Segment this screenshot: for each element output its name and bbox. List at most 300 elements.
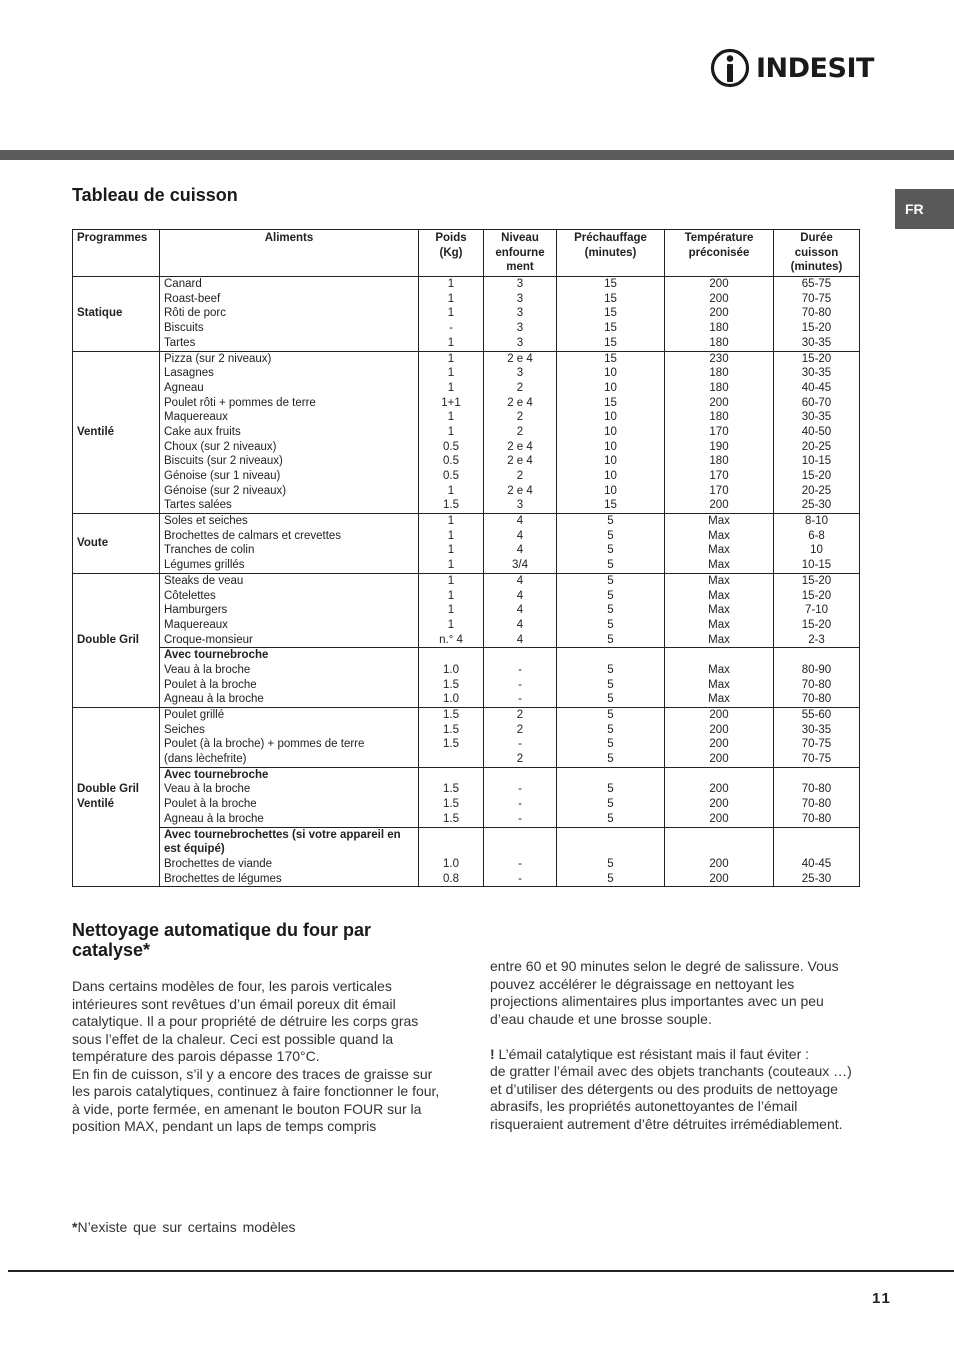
aliments-cell xyxy=(160,708,419,768)
temperature-cell xyxy=(665,351,774,514)
niveau-cell xyxy=(484,827,557,887)
indesit-logo-icon xyxy=(710,48,750,88)
cell-line: 30-35 xyxy=(801,411,832,424)
cell-line: Brochettes de calmars et crevettes xyxy=(164,529,342,542)
cell-line: 10 xyxy=(810,544,823,557)
cell-line: Poulet grillé xyxy=(164,709,225,722)
cell-line: - xyxy=(449,322,453,335)
brand-logo xyxy=(710,46,874,90)
cell-line: 1 xyxy=(447,618,455,631)
duree-cell xyxy=(774,648,860,708)
cell-line: 3/4 xyxy=(512,559,528,572)
temperature-cell xyxy=(665,708,774,768)
cleaning-paragraph: Dans certains modèles de four, les parois verticales intérieures sont revêtues d’un émail poreux dit émail catalytique. Il a pour propriété de détruire les corps gras sous l’effet de la chaleur. Ceci est possible quand la température des parois dépasse 170°C. xyxy=(72,978,419,1064)
cell-line: 1 xyxy=(447,604,455,617)
warning-icon: ! xyxy=(490,1045,495,1062)
cell-line: 10 xyxy=(604,425,617,438)
cell-line: 15 xyxy=(604,352,617,365)
cell-line: 20-25 xyxy=(801,440,832,453)
cleaning-title-line1: Nettoyage automatique du four par xyxy=(72,920,372,940)
cell-line: Max xyxy=(708,678,730,691)
cell-line: 5 xyxy=(607,589,614,602)
duree-cell xyxy=(774,573,860,647)
subgroup-heading: Avec tournebroche xyxy=(164,768,269,781)
cell-line: Génoise (sur 1 niveau) xyxy=(164,470,281,483)
cell-line: Soles et seiches xyxy=(164,515,248,528)
cell-line: - xyxy=(518,783,522,796)
cell-line: 15 xyxy=(604,292,617,305)
cell-line: 2 e 4 xyxy=(507,440,533,453)
cell-line: 1.5 xyxy=(443,723,459,736)
cell-line: 230 xyxy=(709,352,729,365)
cell-line: 1.5 xyxy=(443,709,459,722)
cell-line: - xyxy=(518,663,522,676)
cell-line: 200 xyxy=(709,783,729,796)
cell-line: Biscuits xyxy=(164,322,204,335)
table-title: Tableau de cuisson xyxy=(72,185,238,205)
cell-line: Côtelettes xyxy=(164,589,216,602)
cell-line: Veau à la broche xyxy=(164,783,251,796)
column-header: Niveau enfourne ment xyxy=(484,230,557,277)
cell-line: 4 xyxy=(516,618,524,631)
cell-line: 200 xyxy=(709,812,729,825)
cell-line xyxy=(423,752,479,767)
cell-line: 2 e 4 xyxy=(507,455,533,468)
cell-line: 15-20 xyxy=(801,618,832,631)
cell-line: 15-20 xyxy=(801,589,832,602)
cell-line: 15 xyxy=(604,336,617,349)
subgroup-heading: Avec tournebroche xyxy=(164,649,269,662)
cell-line: 70-75 xyxy=(801,738,832,751)
cell-line: 10 xyxy=(604,484,617,497)
table-row xyxy=(73,767,860,827)
cell-line: Maquereaux xyxy=(164,618,228,631)
cell-line: n.° 4 xyxy=(439,633,463,646)
cell-line: 5 xyxy=(607,544,614,557)
cell-line: 1 xyxy=(447,367,455,380)
column-header: Aliments xyxy=(160,230,419,277)
poids-cell xyxy=(419,351,484,514)
cell-line: 6-8 xyxy=(808,529,825,542)
aliments-cell xyxy=(160,827,419,887)
cell-line: Max xyxy=(708,559,730,572)
cell-line: 70-80 xyxy=(801,678,832,691)
cell-line: Légumes grillés xyxy=(164,559,245,572)
cell-line: 55-60 xyxy=(801,709,832,722)
cell-line: 1 xyxy=(447,574,455,587)
cell-line: 0.8 xyxy=(443,872,459,885)
cell-line: 1 xyxy=(447,529,455,542)
poids-cell xyxy=(419,648,484,708)
cell-line: 2 xyxy=(516,381,524,394)
cell-line: 1.5 xyxy=(443,499,459,512)
cell-line: 2 e 4 xyxy=(507,484,533,497)
cell-line: 200 xyxy=(709,857,729,870)
prechauffage-cell xyxy=(557,573,665,647)
niveau-cell xyxy=(484,573,557,647)
cell-line: Canard xyxy=(164,278,202,291)
cell-line: 15 xyxy=(604,278,617,291)
cell-line: 1.0 xyxy=(443,663,459,676)
cell-line: 4 xyxy=(516,604,524,617)
table-row xyxy=(73,277,860,351)
cell-line: 70-80 xyxy=(801,307,832,320)
warning-paragraph: ! L’émail catalytique est résistant mais il faut éviter : xyxy=(490,1045,810,1062)
cell-line: 1 xyxy=(447,307,455,320)
cell-line: 2 e 4 xyxy=(507,352,533,365)
duree-cell xyxy=(774,351,860,514)
cell-line: 5 xyxy=(607,783,614,796)
cell-line: 1 xyxy=(447,544,455,557)
page-number: 11 xyxy=(872,1290,892,1307)
programme-cell: Double Gril Ventilé xyxy=(73,708,160,887)
cell-line: 0.5 xyxy=(443,455,459,468)
cell-line: 200 xyxy=(709,709,729,722)
aliments-cell xyxy=(160,648,419,708)
cell-line: Agneau à la broche xyxy=(164,812,264,825)
cell-line: Poulet à la broche xyxy=(164,798,257,811)
cell-line: 170 xyxy=(709,484,729,497)
cell-line: Agneau à la broche xyxy=(164,693,264,706)
table-row xyxy=(73,648,860,708)
poids-cell xyxy=(419,767,484,827)
cell-line: 1.5 xyxy=(443,798,459,811)
poids-cell xyxy=(419,708,484,768)
cell-line: 1.5 xyxy=(443,678,459,691)
cell-line: 25-30 xyxy=(801,499,832,512)
duree-cell xyxy=(774,767,860,827)
cell-line: 2 xyxy=(516,709,524,722)
cell-line: Hamburgers xyxy=(164,604,228,617)
cell-line: 3 xyxy=(516,336,524,349)
cell-line: - xyxy=(518,738,522,751)
poids-cell xyxy=(419,514,484,574)
programme-cell: Statique xyxy=(73,277,160,351)
cell-line: - xyxy=(518,872,522,885)
cooking-table xyxy=(72,229,860,887)
cell-line: 15-20 xyxy=(801,470,832,483)
cell-line: 10 xyxy=(604,367,617,380)
cleaning-title xyxy=(72,920,371,960)
cell-line: 1 xyxy=(447,352,455,365)
niveau-cell xyxy=(484,277,557,351)
cell-line: Roast-beef xyxy=(164,292,221,305)
prechauffage-cell xyxy=(557,277,665,351)
cell-line: 3 xyxy=(516,499,524,512)
cell-line: Agneau xyxy=(164,381,204,394)
cell-line: 200 xyxy=(709,798,729,811)
cell-line: 5 xyxy=(607,738,614,751)
cell-line: 180 xyxy=(709,367,729,380)
cell-line: 1 xyxy=(447,336,455,349)
cell-line: 70-75 xyxy=(801,753,832,766)
cell-line: 200 xyxy=(709,753,729,766)
cell-line: 3 xyxy=(516,367,524,380)
cleaning-right-column xyxy=(490,958,856,1133)
cleaning-title-line2: catalyse* xyxy=(72,940,151,960)
table-row xyxy=(73,514,860,574)
cell-line: 10 xyxy=(604,381,617,394)
cell-line: 70-75 xyxy=(801,292,832,305)
cell-line: Max xyxy=(708,515,730,528)
cell-line: 4 xyxy=(516,515,524,528)
prechauffage-cell xyxy=(557,827,665,887)
poids-cell xyxy=(419,573,484,647)
cell-line: 200 xyxy=(709,307,729,320)
language-tab: FR xyxy=(895,189,954,229)
cell-line: Max xyxy=(708,574,730,587)
cell-line: Poulet rôti + pommes de terre xyxy=(164,396,316,409)
cell-line: - xyxy=(518,693,522,706)
cell-line: Brochettes de viande xyxy=(164,857,273,870)
cell-line: - xyxy=(518,812,522,825)
temperature-cell xyxy=(665,648,774,708)
programme-cell: Ventilé xyxy=(73,351,160,514)
cell-line: 5 xyxy=(607,618,614,631)
cell-line: 180 xyxy=(709,381,729,394)
cell-line: 1 xyxy=(447,425,455,438)
cell-line: Max xyxy=(708,604,730,617)
cell-line: 5 xyxy=(607,812,614,825)
cell-line: Rôti de porc xyxy=(164,307,227,320)
cell-line: Croque-monsieur xyxy=(164,633,253,646)
aliments-cell xyxy=(160,351,419,514)
cell-line: 170 xyxy=(709,425,729,438)
cell-line: 40-45 xyxy=(801,381,832,394)
cell-line: 4 xyxy=(516,529,524,542)
cleaning-left-column xyxy=(72,978,450,1136)
cell-line: 180 xyxy=(709,336,729,349)
cell-line: 70-80 xyxy=(801,783,832,796)
cell-line: Cake aux fruits xyxy=(164,425,241,438)
cell-line: 5 xyxy=(607,604,614,617)
cell-line: 15-20 xyxy=(801,352,832,365)
cell-line: 10 xyxy=(604,440,617,453)
programme-cell: Double Gril xyxy=(73,573,160,707)
cell-line: 15 xyxy=(604,499,617,512)
cell-line: 1 xyxy=(447,589,455,602)
cell-line: 200 xyxy=(709,738,729,751)
cell-line: 200 xyxy=(709,872,729,885)
cell-line: 30-35 xyxy=(801,336,832,349)
cell-line: 70-80 xyxy=(801,693,832,706)
cell-line: 2 xyxy=(516,411,524,424)
cell-line: 1 xyxy=(447,484,455,497)
subgroup-heading: Avec tournebrochettes (si votre appareil en est équipé) xyxy=(164,828,401,856)
cell-line: 1.5 xyxy=(443,738,459,751)
cell-line: Seiches xyxy=(164,723,205,736)
cell-line: 15-20 xyxy=(801,574,832,587)
duree-cell xyxy=(774,514,860,574)
cell-line: 15-20 xyxy=(801,322,832,335)
cell-line: 3 xyxy=(516,278,524,291)
cell-line: 7-10 xyxy=(804,604,829,617)
cell-line: 190 xyxy=(709,440,729,453)
cell-line: 0.5 xyxy=(443,470,459,483)
aliments-cell xyxy=(160,277,419,351)
cell-line: Tartes salées xyxy=(164,499,232,512)
aliments-cell xyxy=(160,767,419,827)
cell-line: Lasagnes xyxy=(164,367,214,380)
cell-line: 180 xyxy=(709,411,729,424)
table-header-row xyxy=(73,230,860,277)
cell-line: Maquereaux xyxy=(164,411,228,424)
cell-line: Poulet à la broche xyxy=(164,678,257,691)
column-header: Température préconisée xyxy=(665,230,774,277)
warning-item: de gratter l’émail avec des objets tranchants (couteaux …) xyxy=(490,1063,852,1079)
column-header: Préchauffage (minutes) xyxy=(557,230,665,277)
cell-line: 1.5 xyxy=(443,812,459,825)
cell-line: 5 xyxy=(607,798,614,811)
cell-line: 200 xyxy=(709,723,729,736)
table-row xyxy=(73,708,860,768)
cell-line: Pizza (sur 2 niveaux) xyxy=(164,352,272,365)
column-header: Durée cuisson (minutes) xyxy=(774,230,860,277)
prechauffage-cell xyxy=(557,514,665,574)
cell-line: Max xyxy=(708,544,730,557)
cell-line: 1.0 xyxy=(443,693,459,706)
cell-line: 5 xyxy=(607,753,614,766)
footnote: *N’existe que sur certains modèles xyxy=(72,1219,296,1235)
cell-line: 4 xyxy=(516,633,524,646)
cell-line: 30-35 xyxy=(801,367,832,380)
cell-line: 25-30 xyxy=(801,872,832,885)
temperature-cell xyxy=(665,827,774,887)
cell-line: 170 xyxy=(709,470,729,483)
cell-line: 5 xyxy=(607,559,614,572)
cell-line: 200 xyxy=(709,499,729,512)
cell-line: Poulet (à la broche) + pommes de terre xyxy=(164,738,365,751)
cell-line: 200 xyxy=(709,396,729,409)
table-row xyxy=(73,573,860,647)
cell-line: 5 xyxy=(607,709,614,722)
cell-line: 2 xyxy=(516,425,524,438)
cell-line: 70-80 xyxy=(801,812,832,825)
temperature-cell xyxy=(665,277,774,351)
table-row xyxy=(73,351,860,514)
cell-line: 1 xyxy=(447,559,455,572)
cell-line: 200 xyxy=(709,278,729,291)
cell-line: 1 xyxy=(447,515,455,528)
cell-line: Génoise (sur 2 niveaux) xyxy=(164,484,287,497)
cell-line: 40-50 xyxy=(801,425,832,438)
cell-line: - xyxy=(518,798,522,811)
brand-name: INDESIT xyxy=(756,52,874,84)
cell-line: 5 xyxy=(607,693,614,706)
prechauffage-cell xyxy=(557,351,665,514)
cell-line: 80-90 xyxy=(801,663,832,676)
column-header: Poids (Kg) xyxy=(419,230,484,277)
cell-line: 60-70 xyxy=(801,396,832,409)
poids-cell xyxy=(419,277,484,351)
cell-line: Max xyxy=(708,633,730,646)
cell-line: 15 xyxy=(604,307,617,320)
niveau-cell xyxy=(484,351,557,514)
cell-line: 1+1 xyxy=(441,396,461,409)
temperature-cell xyxy=(665,573,774,647)
cell-line: 5 xyxy=(607,633,614,646)
poids-cell xyxy=(419,827,484,887)
cell-line: 40-45 xyxy=(801,857,832,870)
warning-item: et d’utiliser des détergents ou des produits de nettoyage abrasifs, les propriétés autonettoyantes de l’émail risqueraient autrement d’être détruites irrémédiablement. xyxy=(490,1080,843,1132)
programme-cell: Voute xyxy=(73,514,160,574)
header-band xyxy=(0,150,954,160)
cell-line: 2 xyxy=(516,723,524,736)
cell-line: 2 e 4 xyxy=(507,396,533,409)
cell-line: 30-35 xyxy=(801,723,832,736)
cell-line: Brochettes de légumes xyxy=(164,872,282,885)
temperature-cell xyxy=(665,514,774,574)
cell-line: Steaks de veau xyxy=(164,574,244,587)
cell-line: 180 xyxy=(709,322,729,335)
cell-line: 10-15 xyxy=(801,559,832,572)
cell-line: 3 xyxy=(516,292,524,305)
cell-line: 2-3 xyxy=(808,633,825,646)
cell-line: Max xyxy=(708,589,730,602)
cell-line: 10-15 xyxy=(801,455,832,468)
prechauffage-cell xyxy=(557,648,665,708)
cell-line: 5 xyxy=(607,663,614,676)
cell-line: 1 xyxy=(447,292,455,305)
cell-line: 1.0 xyxy=(443,857,459,870)
cell-line: 10 xyxy=(604,411,617,424)
cell-line: Tranches de colin xyxy=(164,544,255,557)
cell-line: 1.5 xyxy=(443,783,459,796)
niveau-cell xyxy=(484,648,557,708)
column-header: Programmes xyxy=(73,230,160,277)
cell-line: 5 xyxy=(607,515,614,528)
niveau-cell xyxy=(484,767,557,827)
cell-line: 5 xyxy=(607,857,614,870)
niveau-cell xyxy=(484,708,557,768)
cell-line: 1 xyxy=(447,381,455,394)
temperature-cell xyxy=(665,767,774,827)
cell-line: 5 xyxy=(607,723,614,736)
duree-cell xyxy=(774,827,860,887)
cell-line: 4 xyxy=(516,574,524,587)
cell-line: 0.5 xyxy=(443,440,459,453)
aliments-cell xyxy=(160,514,419,574)
cell-line: (dans lèchefrite) xyxy=(164,753,247,766)
cell-line: Max xyxy=(708,693,730,706)
duree-cell xyxy=(774,708,860,768)
cleaning-paragraph: entre 60 et 90 minutes selon le degré de salissure. Vous pouvez accélérer le dégraissage en nettoyant les projections alimentaires plus importantes avec un peu d’eau chaude et une brosse souple. xyxy=(490,958,839,1027)
cell-line: 5 xyxy=(607,574,614,587)
cell-line: 1 xyxy=(447,411,455,424)
cell-line: Tartes xyxy=(164,336,196,349)
cell-line: 5 xyxy=(607,529,614,542)
duree-cell xyxy=(774,277,860,351)
cell-line: 3 xyxy=(516,322,524,335)
cell-line: 15 xyxy=(604,396,617,409)
cell-line: 200 xyxy=(709,292,729,305)
prechauffage-cell xyxy=(557,767,665,827)
cell-line: 5 xyxy=(607,872,614,885)
cell-line: Max xyxy=(708,663,730,676)
cell-line: 5 xyxy=(607,678,614,691)
aliments-cell xyxy=(160,573,419,647)
cell-line: 4 xyxy=(516,589,524,602)
cell-line: Biscuits (sur 2 niveaux) xyxy=(164,455,283,468)
cell-line: 2 xyxy=(516,470,524,483)
table-row xyxy=(73,827,860,887)
cell-line: 20-25 xyxy=(801,484,832,497)
cell-line: - xyxy=(518,678,522,691)
cell-line: 180 xyxy=(709,455,729,468)
cell-line: 8-10 xyxy=(804,515,829,528)
cell-line: Veau à la broche xyxy=(164,663,251,676)
cell-line: 1 xyxy=(447,278,455,291)
